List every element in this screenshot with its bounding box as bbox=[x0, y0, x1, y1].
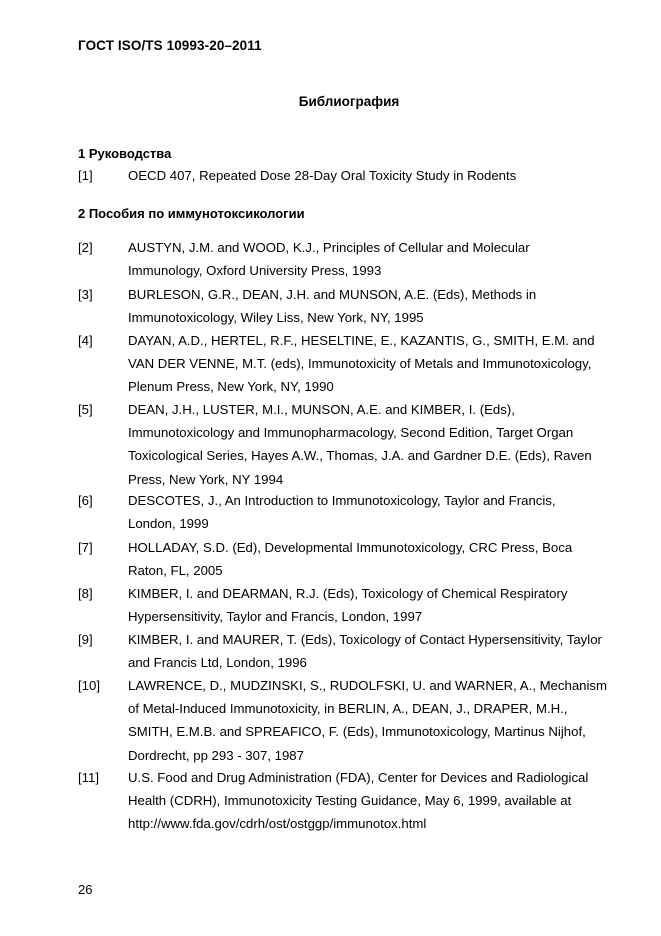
section-heading-guides: 1 Руководства bbox=[78, 146, 172, 161]
reference-text bbox=[128, 398, 623, 491]
reference-line: Dordrecht, pp 293 - 307, 1987 bbox=[128, 747, 304, 763]
reference-line: Health (CDRH), Immunotoxicity Testing Guidance, May 6, 1999, available at bbox=[128, 793, 572, 809]
page-number: 26 bbox=[78, 882, 93, 897]
reference-line: DAYAN, A.D., HERTEL, R.F., HESELTINE, E., KAZANTIS, G., SMITH, E.M. and bbox=[128, 333, 595, 348]
reference-line: Press, New York, NY 1994 bbox=[128, 471, 284, 487]
reference-number: [3] bbox=[78, 287, 93, 302]
reference-line: London, 1999 bbox=[128, 516, 209, 532]
reference-text bbox=[128, 674, 623, 767]
reference-line: AUSTYN, J.M. and WOOD, K.J., Principles of Cellular and Molecular bbox=[128, 240, 530, 255]
reference-line: OECD 407, Repeated Dose 28-Day Oral Toxicity Study in Rodents bbox=[128, 168, 517, 183]
reference-number: [1] bbox=[78, 168, 93, 183]
reference-line: VAN DER VENNE, M.T. (eds), Immunotoxicity of Metals and Immunotoxicology, bbox=[128, 356, 592, 372]
reference-line: BURLESON, G.R., DEAN, J.H. and MUNSON, A.E. (Eds), Methods in bbox=[128, 287, 537, 302]
reference-line: Plenum Press, New York, NY, 1990 bbox=[128, 379, 334, 395]
reference-number: [7] bbox=[78, 540, 93, 555]
reference-number: [4] bbox=[78, 333, 93, 348]
reference-line: DESCOTES, J., An Introduction to Immunotoxicology, Taylor and Francis, bbox=[128, 493, 556, 508]
reference-text bbox=[128, 628, 623, 674]
reference-line: Immunotoxicology, Wiley Liss, New York, NY, 1995 bbox=[128, 310, 424, 326]
reference-number: [6] bbox=[78, 493, 93, 508]
reference-line: U.S. Food and Drug Administration (FDA), Center for Devices and Radiological bbox=[128, 770, 589, 785]
reference-number: [9] bbox=[78, 632, 93, 647]
reference-line: KIMBER, I. and MAURER, T. (Eds), Toxicology of Contact Hypersensitivity, Taylor bbox=[128, 632, 602, 647]
reference-text bbox=[128, 236, 623, 282]
reference-line: SMITH, E.M.B. and SPREAFICO, F. (Eds), Immunotoxicology, Martinus Nijhof, bbox=[128, 724, 586, 740]
reference-line: Hypersensitivity, Taylor and Francis, London, 1997 bbox=[128, 609, 423, 625]
reference-number: [2] bbox=[78, 240, 93, 255]
reference-line: DEAN, J.H., LUSTER, M.I., MUNSON, A.E. and KIMBER, I. (Eds), bbox=[128, 402, 515, 417]
reference-text bbox=[128, 582, 623, 628]
reference-number: [8] bbox=[78, 586, 93, 601]
reference-text bbox=[128, 536, 623, 582]
reference-text bbox=[128, 283, 623, 329]
reference-text bbox=[128, 164, 623, 187]
section-heading-manuals: 2 Пособия по иммунотоксикологии bbox=[78, 206, 305, 221]
reference-line: Immunotoxicology and Immunopharmacology, Second Edition, Target Organ bbox=[128, 425, 574, 441]
reference-line: KIMBER, I. and DEARMAN, R.J. (Eds), Toxicology of Chemical Respiratory bbox=[128, 586, 568, 601]
reference-line: Raton, FL, 2005 bbox=[128, 563, 223, 579]
reference-line: of Metal-Induced Immunotoxicity, in BERLIN, A., DEAN, J., DRAPER, M.H., bbox=[128, 701, 568, 717]
reference-line: and Francis Ltd, London, 1996 bbox=[128, 655, 307, 671]
reference-line: LAWRENCE, D., MUDZINSKI, S., RUDOLFSKI, U. and WARNER, A., Mechanism bbox=[128, 678, 607, 693]
reference-text bbox=[128, 329, 623, 399]
reference-line: Toxicological Series, Hayes A.W., Thomas, J.A. and Gardner D.E. (Eds), Raven bbox=[128, 448, 592, 464]
reference-text bbox=[128, 766, 623, 836]
reference-number: [11] bbox=[78, 770, 100, 785]
page-title: Библиография bbox=[298, 94, 400, 109]
reference-text bbox=[128, 489, 623, 535]
reference-link[interactable]: http://www.fda.gov/cdrh/ost/ostggp/immunotox.html bbox=[128, 816, 427, 832]
reference-number: [5] bbox=[78, 402, 93, 417]
document-header: ГОСТ ISO/TS 10993-20–2011 bbox=[78, 38, 262, 53]
reference-number: [10] bbox=[78, 678, 100, 693]
reference-line: HOLLADAY, S.D. (Ed), Developmental Immunotoxicology, CRC Press, Boca bbox=[128, 540, 573, 555]
reference-line: Immunology, Oxford University Press, 1993 bbox=[128, 263, 382, 279]
